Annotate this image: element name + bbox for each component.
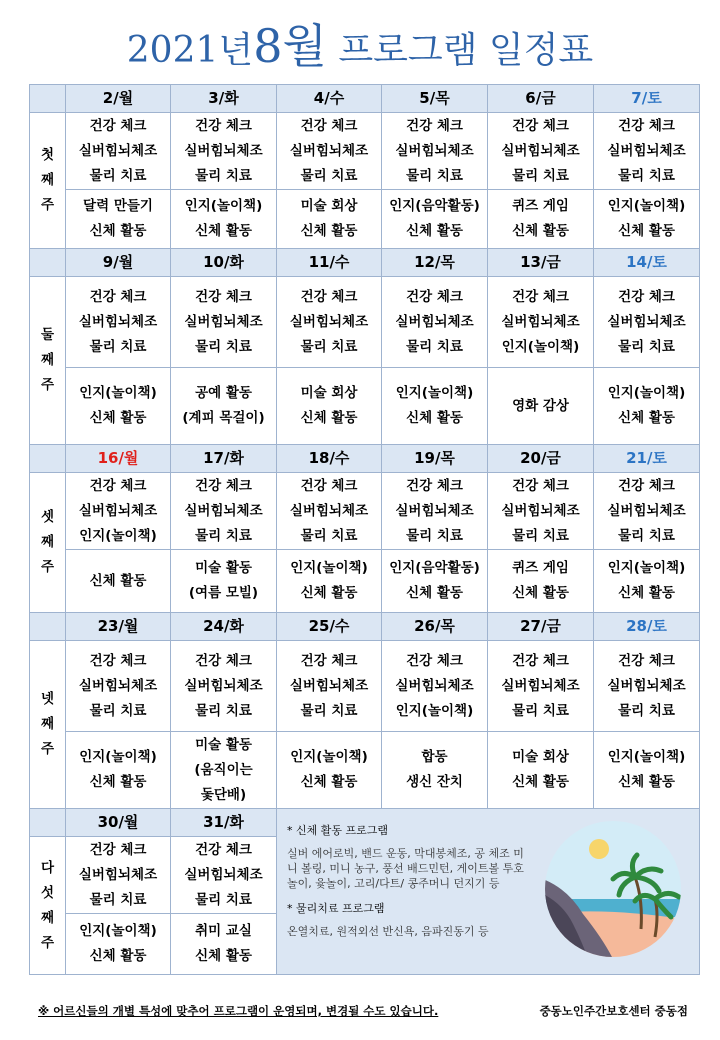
activity-item: 퀴즈 게임 [512,198,569,214]
activity-item: 실버힘뇌체조 [289,313,369,330]
activity-item: 실버힘뇌체조 [501,502,580,519]
activity-item: (계피 목걸이) [182,410,265,426]
afternoon-activities [594,368,700,445]
activity-item: 건강 체크 [512,477,569,494]
activity-item: 신체 활동 [512,774,569,790]
date-header: 20/금 [488,445,594,473]
date-header: 18/수 [277,445,382,473]
activity-item: 신체 활동 [406,410,463,426]
date-header: 5/목 [382,85,488,113]
activity-item: 실버힘뇌체조 [607,313,686,330]
activity-item: 인지(놀이책) [607,749,686,765]
program-notes [277,809,700,975]
activity-item: 신체 활동 [89,410,147,426]
week-label-char: 째 [40,352,55,368]
date-header: 27/금 [488,613,594,641]
footer [38,1003,688,1019]
activity-item: 실버힘뇌체조 [501,313,580,330]
activity-item: 건강 체크 [618,477,675,494]
week-date-row [30,85,700,113]
activity-item: 건강 체크 [618,288,675,305]
date-header: 16/월 [66,445,171,473]
activity-item: 물리 치료 [89,702,147,719]
activity-item: 신체 활동 [89,572,147,589]
activity-item: 실버힘뇌체조 [395,677,474,694]
morning-activities [382,277,488,368]
activity-item: 합동 [421,749,448,765]
activity-item: 신체 활동 [618,410,675,426]
activity-item: 인지(놀이책) [79,923,157,939]
date-header: 6/금 [488,85,594,113]
date-header: 14/토 [594,249,700,277]
activity-item: 인지(놀이책) [607,560,686,576]
activity-item: 건강 체크 [406,477,463,494]
activity-item: 건강 체크 [300,288,358,305]
activity-item: 신체 활동 [406,223,463,239]
week-date-row [30,445,700,473]
activity-item: 미술 회상 [512,749,569,765]
date-header: 23/월 [66,613,171,641]
am-row [30,277,700,368]
afternoon-activities [488,732,594,809]
activity-item: 실버힘뇌체조 [184,142,263,159]
activity-item: 건강 체크 [406,652,463,669]
activity-item: 물리 치료 [618,702,675,719]
afternoon-activities [66,368,171,445]
morning-activities [382,473,488,550]
afternoon-activities [277,732,382,809]
afternoon-activities [171,732,277,809]
date-header: 28/토 [594,613,700,641]
week-label [30,837,66,975]
activity-item: 물리 치료 [618,167,675,184]
date-header: 17/화 [171,445,277,473]
activity-item: 실버힘뇌체조 [607,142,686,159]
activity-item: 신체 활동 [300,585,358,601]
date-header: 21/토 [594,445,700,473]
activity-item: 물리 치료 [89,167,147,184]
activity-item: 취미 교실 [195,923,252,939]
activity-item: 물리 치료 [406,338,463,355]
date-header: 3/화 [171,85,277,113]
week-label [30,473,66,613]
activity-item: 건강 체크 [300,477,358,494]
activity-item: 건강 체크 [406,117,463,134]
morning-activities [488,473,594,550]
activity-item: 미술 활동 [195,736,252,753]
title-month: 8월 [253,19,327,73]
date-header: 26/목 [382,613,488,641]
week-date-row [30,809,700,837]
activity-item: 실버힘뇌체조 [395,313,474,330]
activity-item: 신체 활동 [195,223,252,239]
afternoon-activities [277,190,382,249]
morning-activities [488,113,594,190]
activity-item: 실버힘뇌체조 [78,677,158,694]
activity-item: 신체 활동 [618,774,675,790]
activity-item: 건강 체크 [300,117,358,134]
activity-item: 건강 체크 [512,288,569,305]
activity-item: 신체 활동 [300,774,358,790]
activity-item: 건강 체크 [195,477,252,494]
activity-item: 실버힘뇌체조 [184,866,263,883]
date-header: 7/토 [594,85,700,113]
week-label-char: 째 [40,716,55,732]
morning-activities [171,277,277,368]
week-label [30,113,66,249]
activity-item: 인지(놀이책) [290,560,368,576]
week-label-char: 주 [40,934,55,951]
week-label-char: 셋 [40,509,55,525]
activity-item: 인지(놀이책) [501,338,580,355]
activity-item: 영화 감상 [512,397,569,414]
morning-activities [66,473,171,550]
week-label [30,277,66,445]
afternoon-activities [594,732,700,809]
afternoon-activities [594,550,700,613]
activity-item: 인지(놀이책) [79,527,157,544]
week-label-char: 둘 [40,327,55,343]
date-header: 4/수 [277,85,382,113]
title-prefix: 2021년 [126,30,254,71]
activity-item: 물리 치료 [195,338,252,355]
header-blank [30,445,66,473]
activity-item: 인지(놀이책) [607,198,686,214]
activity-item: 인지(놀이책) [79,385,157,401]
activity-item: 건강 체크 [195,117,252,134]
activity-item: 실버힘뇌체조 [395,142,474,159]
activity-item: 미술 활동 [195,560,252,576]
activity-item: 물리 치료 [406,527,463,544]
activity-item: 실버힘뇌체조 [184,502,263,519]
date-header: 31/화 [171,809,277,837]
activity-item: 실버힘뇌체조 [501,677,580,694]
week-label-char: 주 [40,559,55,575]
week-label-char: 주 [40,377,55,393]
afternoon-activities [277,368,382,445]
activity-item: 실버힘뇌체조 [289,677,369,694]
activity-item: 실버힘뇌체조 [78,866,158,883]
morning-activities [488,641,594,732]
activity-item: 신체 활동 [89,774,147,790]
morning-activities [277,641,382,732]
activity-item: 물리 치료 [195,527,252,544]
activity-item: 물리 치료 [618,527,675,544]
afternoon-activities [66,550,171,613]
date-header: 30/월 [66,809,171,837]
activity-item: 인지(놀이책) [607,385,686,401]
activity-item: 건강 체크 [89,288,147,305]
activity-item: 신체 활동 [512,585,569,601]
morning-activities [277,277,382,368]
afternoon-activities [382,732,488,809]
morning-activities [277,473,382,550]
activity-item: 실버힘뇌체조 [501,142,580,159]
morning-activities [171,113,277,190]
date-header: 9/월 [66,249,171,277]
activity-item: 건강 체크 [512,117,569,134]
activity-item: 신체 활동 [406,585,463,601]
week-label-char: 주 [40,197,55,213]
morning-activities [66,277,171,368]
activity-item: 물리 치료 [195,167,252,184]
activity-item: 실버힘뇌체조 [289,142,369,159]
activity-item: 인지(놀이책) [395,385,474,401]
activity-item: 실버힘뇌체조 [395,502,474,519]
morning-activities [594,113,700,190]
activity-item: 물리 치료 [300,338,358,355]
header-blank [30,613,66,641]
activity-item: 신체 활동 [89,223,147,239]
activity-item: 미술 회상 [300,198,358,214]
am-row [30,473,700,550]
therapy-heading: * 물리치료 프로그램 [287,902,385,915]
activity-item: 인지(놀이책) [79,749,157,765]
activity-item: 건강 체크 [89,652,147,669]
center-name: 중동노인주간보호센터 중동점 [539,1004,688,1018]
morning-activities [382,641,488,732]
activity-item: 건강 체크 [195,288,252,305]
morning-activities [594,277,700,368]
activity-item: 실버힘뇌체조 [78,142,158,159]
afternoon-activities [488,190,594,249]
morning-activities [171,837,277,914]
activity-item: 미술 회상 [300,385,358,401]
week-date-row [30,249,700,277]
activity-item: 인지(음악활동) [389,560,480,576]
activity-item: 실버힘뇌체조 [607,677,686,694]
date-header: 2/월 [66,85,171,113]
activity-item: 건강 체크 [89,477,147,494]
activity-item: 실버힘뇌체조 [289,502,369,519]
activity-item: 물리 치료 [300,702,358,719]
activity-item: 실버힘뇌체조 [607,502,686,519]
morning-activities [66,113,171,190]
activity-item: 인지(놀이책) [184,198,263,214]
morning-activities [171,641,277,732]
morning-activities [277,113,382,190]
week-label-char: 섯 [40,884,55,901]
pm-row [30,368,700,445]
activity-item: 신체 활동 [195,948,252,964]
afternoon-activities [66,190,171,249]
afternoon-activities [594,190,700,249]
week-label-char: 째 [40,534,55,550]
date-header: 11/수 [277,249,382,277]
morning-activities [488,277,594,368]
activity-item: 물리 치료 [300,167,358,184]
activity-item: 실버힘뇌체조 [184,313,263,330]
week-label-char: 째 [40,172,55,188]
afternoon-activities [66,914,171,975]
date-header: 19/목 [382,445,488,473]
week-date-row [30,613,700,641]
afternoon-activities [171,914,277,975]
activity-item: 인지(놀이책) [395,702,474,719]
activity-item: 건강 체크 [512,652,569,669]
therapy-body: 온열치료, 원적외선 반신욕, 음파진동기 등 [287,925,489,938]
activity-item: 신체 활동 [512,223,569,239]
header-blank [30,249,66,277]
afternoon-activities [488,368,594,445]
activity-item: 물리 치료 [195,702,252,719]
activity-item: 신체 활동 [618,223,675,239]
afternoon-activities [171,550,277,613]
morning-activities [594,641,700,732]
morning-activities [66,837,171,914]
header-blank [30,85,66,113]
activity-item: 달력 만들기 [83,198,153,214]
date-header: 13/금 [488,249,594,277]
activity-item: 신체 활동 [89,948,147,964]
header-blank [30,809,66,837]
activity-item: 물리 치료 [195,891,252,908]
week-label-char: 째 [40,909,55,926]
morning-activities [594,473,700,550]
afternoon-activities [382,368,488,445]
date-header: 24/화 [171,613,277,641]
week-label-char: 첫 [40,147,55,163]
week-label [30,641,66,809]
page-title [0,16,720,81]
activity-item: (움직이는 [194,761,253,778]
activity-item: 건강 체크 [89,841,147,858]
activity-item: 물리 치료 [89,338,147,355]
morning-activities [171,473,277,550]
activity-item: 건강 체크 [618,117,675,134]
title-suffix: 프로그램 일정표 [326,30,594,71]
morning-activities [66,641,171,732]
physical-body: 실버 에어로빅, 밴드 운동, 막대봉체조, 공 체조 미니 볼링, 미니 농구, 풍선 배드민턴, 게이트볼 투호놀이, 윷놀이, 고리/다트/ 콩주머니 던지기 등 [287,847,524,890]
afternoon-activities [277,550,382,613]
activity-item: 신체 활동 [300,223,358,239]
afternoon-activities [66,732,171,809]
activity-item: 건강 체크 [89,117,147,134]
date-header: 10/화 [171,249,277,277]
activity-item: 신체 활동 [300,410,358,426]
activity-item: 물리 치료 [618,338,675,355]
activity-item: 퀴즈 게임 [512,560,569,576]
footer-notice: ※ 어르신들의 개별 특성에 맞추어 프로그램이 운영되며, 변경될 수도 있습니다. [38,1004,439,1018]
morning-activities [382,113,488,190]
week-label-char: 주 [40,741,55,757]
pm-row [30,732,700,809]
activity-item: 건강 체크 [300,652,358,669]
activity-item: 건강 체크 [406,288,463,305]
afternoon-activities [382,190,488,249]
afternoon-activities [488,550,594,613]
activity-item: 건강 체크 [195,841,252,858]
schedule-table [29,84,700,975]
activity-item: 인지(음악활동) [389,198,480,214]
activity-item: 실버힘뇌체조 [78,502,158,519]
date-header: 12/목 [382,249,488,277]
activity-item: 실버힘뇌체조 [184,677,263,694]
activity-item: 물리 치료 [89,891,147,908]
activity-item: 물리 치료 [512,702,569,719]
activity-item: (여름 모빌) [188,585,259,601]
activity-item: 건강 체크 [618,652,675,669]
activity-item: 실버힘뇌체조 [78,313,158,330]
activity-item: 물리 치료 [512,527,569,544]
activity-item: 신체 활동 [618,585,675,601]
week-label-char: 넷 [40,691,55,707]
activity-item: 물리 치료 [300,527,358,544]
afternoon-activities [171,190,277,249]
afternoon-activities [382,550,488,613]
activity-item: 공예 활동 [195,385,252,401]
activity-item: 건강 체크 [195,652,252,669]
pm-row [30,190,700,249]
am-row [30,113,700,190]
activity-item: 물리 치료 [406,167,463,184]
pm-row [30,550,700,613]
afternoon-activities [171,368,277,445]
activity-item: 생신 잔치 [406,774,463,790]
activity-item: 인지(놀이책) [290,749,368,765]
week-label-char: 다 [40,859,55,876]
activity-item: 물리 치료 [512,167,569,184]
activity-item: 돛단배) [200,786,247,803]
beach-illustration [543,819,683,959]
physical-heading: * 신체 활동 프로그램 [287,824,388,837]
am-row [30,641,700,732]
date-header: 25/수 [277,613,382,641]
